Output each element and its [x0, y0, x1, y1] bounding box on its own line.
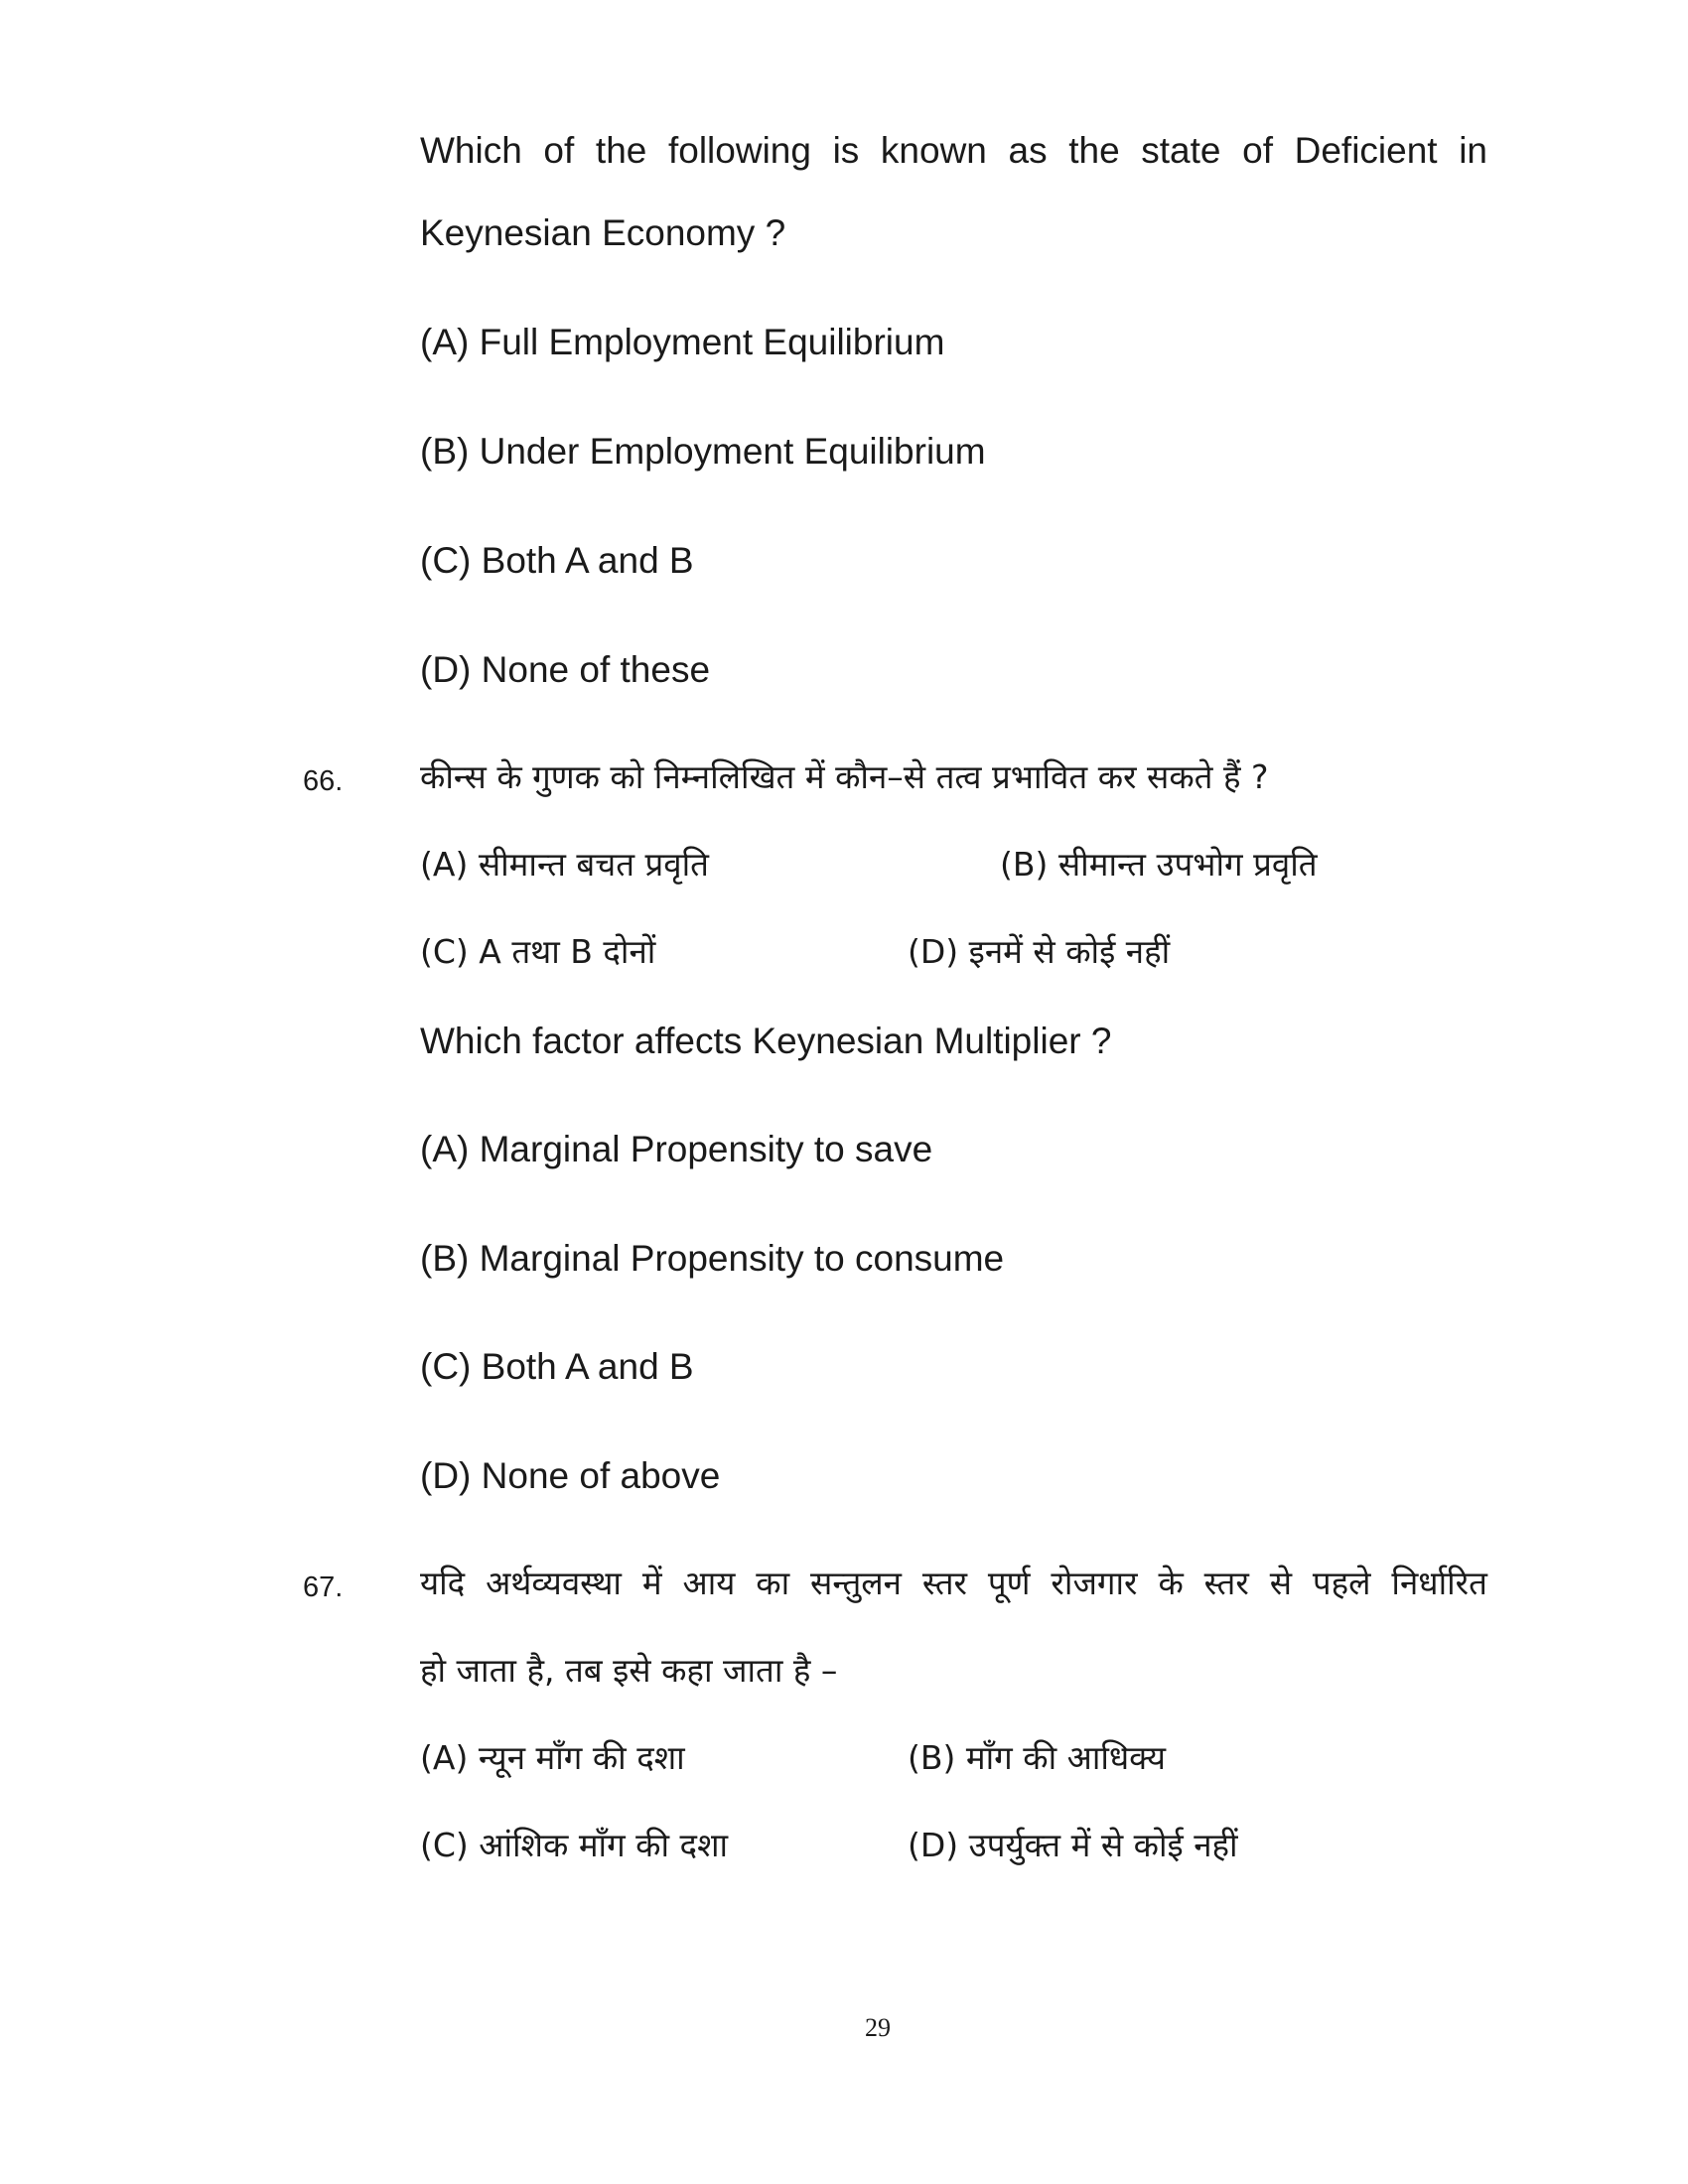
q66-english-question: Which factor affects Keynesian Multiplier ?: [420, 1021, 1112, 1061]
q65-option-c: (C) Both A and B: [420, 540, 694, 581]
q66-hindi-option-d: (D) इनमें से कोई नहीं: [908, 932, 1171, 971]
q66-english-option-c: (C) Both A and B: [420, 1346, 694, 1387]
q67-hindi-option-c: (C) आंशिक माँग की दशा: [420, 1826, 729, 1864]
q66-hindi-option-c: (C) A तथा B दोनों: [420, 932, 656, 971]
q65-question-line-2: Keynesian Economy ?: [420, 212, 786, 253]
q66-hindi-option-b: (B) सीमान्त उपभोग प्रवृति: [1000, 845, 1318, 884]
q66-number: 66.: [303, 765, 344, 797]
q67-number: 67.: [303, 1571, 344, 1603]
q65-option-b: (B) Under Employment Equilibrium: [420, 431, 986, 472]
q67-hindi-question-line-1: यदि अर्थव्यवस्था में आय का सन्तुलन स्तर पूर्ण रोजगार के स्तर से पहले निर्धारित: [420, 1564, 1487, 1602]
q66-english-option-b: (B) Marginal Propensity to consume: [420, 1238, 1005, 1279]
q66-hindi-option-a: (A) सीमान्त बचत प्रवृति: [420, 845, 709, 884]
q66-hindi-question: कीन्स के गुणक को निम्नलिखित में कौन–से तत्व प्रभावित कर सकते हैं ?: [420, 757, 1269, 796]
q67-hindi-question-line-2: हो जाता है, तब इसे कहा जाता है –: [420, 1651, 838, 1690]
q67-hindi-option-a: (A) न्यून माँग की दशा: [420, 1738, 685, 1777]
q67-hindi-option-d: (D) उपर्युक्त में से कोई नहीं: [908, 1826, 1238, 1864]
q67-hindi-option-b: (B) माँग की आधिक्य: [908, 1738, 1166, 1777]
q66-english-option-a: (A) Marginal Propensity to save: [420, 1129, 933, 1169]
q65-question-line-1: Which of the following is known as the state of Deficient in: [420, 130, 1487, 171]
q66-english-option-d: (D) None of above: [420, 1455, 721, 1496]
page-number: 29: [865, 2013, 891, 2042]
q65-option-a: (A) Full Employment Equilibrium: [420, 322, 945, 362]
q65-option-d: (D) None of these: [420, 649, 711, 690]
